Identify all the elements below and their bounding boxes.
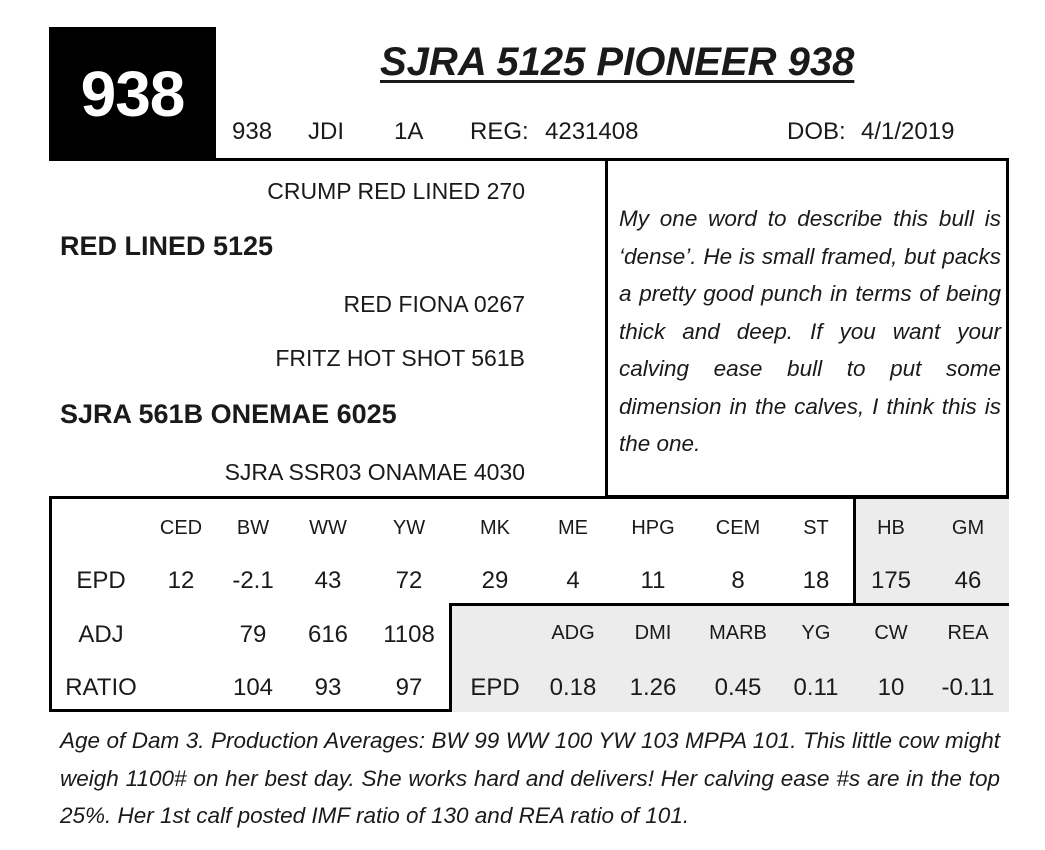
epd-st: 18 <box>802 567 830 594</box>
sire: RED LINED 5125 <box>60 231 274 261</box>
epd-yg: 0.11 <box>793 674 839 701</box>
header-rea: REA <box>947 622 989 644</box>
carcass-epd-label: EPD <box>470 674 520 701</box>
header-bw: BW <box>236 517 270 539</box>
epd-hpg: 11 <box>640 567 666 594</box>
header-dmi: DMI <box>634 622 672 644</box>
sire-sire: CRUMP RED LINED 270 <box>267 178 525 204</box>
epd-cem: 8 <box>731 567 745 594</box>
dob-value: 4/1/2019 <box>861 118 955 145</box>
epd-ww: 43 <box>314 567 342 594</box>
epd-dmi: 1.26 <box>629 674 677 701</box>
epd-yw: 72 <box>395 567 423 594</box>
epd-cw: 10 <box>877 674 905 701</box>
lot-number: 938 <box>49 27 216 160</box>
tag-number: 938 <box>232 118 273 145</box>
comment-text: My one word to describe this bull is ‘dense’. He is small framed, but packs a pretty good punch in terms of being thick and deep. If you want your calving ease bull to put some dimension in the calves, I think this is the one. <box>619 206 1001 456</box>
header-adg: ADG <box>551 622 595 644</box>
epd-mk: 29 <box>481 567 509 594</box>
dam-dam: SJRA SSR03 ONAMAE 4030 <box>224 459 525 485</box>
header-yg: YG <box>801 622 831 644</box>
registration-label: REG: <box>470 118 529 145</box>
epd-row-label: EPD <box>76 567 126 594</box>
pedigree <box>49 158 611 498</box>
epd-adg: 0.18 <box>549 674 597 701</box>
adj-bw: 79 <box>239 621 267 648</box>
epd-hb: 175 <box>870 567 912 594</box>
epd-me: 4 <box>566 567 580 594</box>
header-yw: YW <box>392 517 426 539</box>
header-st: ST <box>803 517 829 539</box>
header-cw: CW <box>874 622 908 644</box>
header-hb: HB <box>877 517 905 539</box>
epd-gm: 46 <box>954 567 982 594</box>
header-cem: CEM <box>715 517 761 539</box>
owner-code: JDI <box>308 118 344 145</box>
header-hpg: HPG <box>631 517 675 539</box>
epd-table <box>49 496 1009 712</box>
ratio-ww: 93 <box>314 674 342 701</box>
adj-ww: 616 <box>307 621 349 648</box>
sire-dam: RED FIONA 0267 <box>343 291 525 317</box>
header-marb: MARB <box>709 622 767 644</box>
footer-notes: Age of Dam 3. Production Averages: BW 99 WW 100 YW 103 MPPA 101. This little cow might weigh 1100# on her best day. She works hard and delivers! Her calving ease #s are in the top 25%. Her 1st calf posted IMF ratio of 130 and REA ratio of 101. <box>60 728 1000 828</box>
ratio-yw: 97 <box>395 674 423 701</box>
epd-bw: -2.1 <box>232 567 274 594</box>
dam: SJRA 561B ONEMAE 6025 <box>60 399 397 429</box>
header-gm: GM <box>951 517 985 539</box>
epd-ced: 12 <box>167 567 195 594</box>
epd-marb: 0.45 <box>714 674 762 701</box>
header-ww: WW <box>309 517 347 539</box>
adj-row-label: ADJ <box>78 621 124 648</box>
class-code: 1A <box>394 118 424 145</box>
header-mk: MK <box>480 517 510 539</box>
comment-box <box>605 158 1009 498</box>
ratio-bw: 104 <box>232 674 274 701</box>
header-ced: CED <box>159 517 203 539</box>
adj-yw: 1108 <box>383 621 435 648</box>
header-me: ME <box>558 517 588 539</box>
dam-sire: FRITZ HOT SHOT 561B <box>275 345 525 371</box>
ratio-row-label: RATIO <box>65 674 137 701</box>
animal-name: SJRA 5125 PIONEER 938 <box>380 40 855 84</box>
registration-number: 4231408 <box>545 118 639 145</box>
dob-label: DOB: <box>787 118 846 145</box>
epd-rea: -0.11 <box>941 674 995 701</box>
